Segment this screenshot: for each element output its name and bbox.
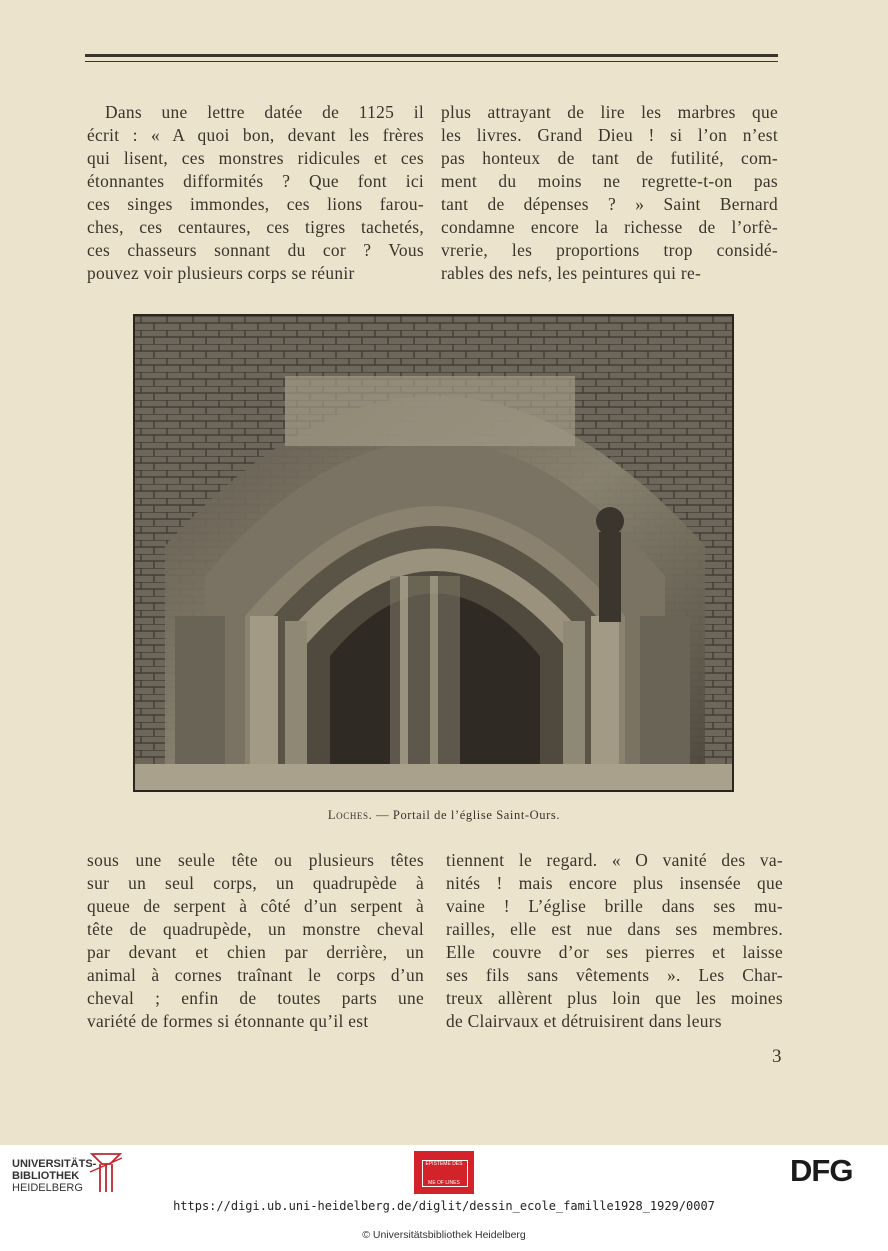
text-line: Elle couvre d’or ses pierres et laisse bbox=[446, 942, 783, 962]
text-line: ches, ces centaures, ces tigres tachetés, bbox=[87, 217, 424, 237]
text-line: sur un seul corps, un quadrupède à bbox=[87, 873, 424, 893]
text-line: animal à cornes traînant le corps d’un bbox=[87, 965, 424, 985]
library-name-line1: UNIVERSITÄTS- bbox=[12, 1158, 97, 1170]
text-line: treux allèrent plus loin que les moines bbox=[446, 988, 783, 1008]
text-line: ces chasseurs sonnant du cor ? Vous bbox=[87, 240, 424, 260]
text-line: condamne encore la richesse de l’orfè- bbox=[441, 217, 778, 237]
text-line: pas honteux de tant de futilité, com- bbox=[441, 148, 778, 168]
text-line: par devant et chien par derrière, un bbox=[87, 942, 424, 962]
text-line: variété de formes si étonnante qu’il est bbox=[87, 1011, 369, 1031]
text-line: tiennent le regard. « O vanité des va- bbox=[446, 850, 783, 870]
text-line: rables des nefs, les peintures qui re- bbox=[441, 263, 702, 283]
text-line: tête de quadrupède, un monstre cheval bbox=[87, 919, 424, 939]
copyright-notice: © Universitätsbibliothek Heidelberg bbox=[362, 1229, 526, 1241]
caption-text: — Portail de l’église Saint-Ours. bbox=[372, 808, 561, 822]
text-line: plus attrayant de lire les marbres que bbox=[441, 102, 778, 122]
text-line: étonnantes difformités ? Que font ici bbox=[87, 171, 424, 191]
text-column-top-right bbox=[441, 101, 778, 285]
dfg-logo[interactable]: DFG bbox=[790, 1153, 853, 1188]
text-line: nités ! mais encore plus insensée que bbox=[446, 873, 783, 893]
header-rule-thin bbox=[85, 61, 778, 62]
text-line: cheval ; enfin de toutes parts une bbox=[87, 988, 424, 1008]
text-line: queue de serpent à côté d’un serpent à bbox=[87, 896, 424, 916]
church-portal-photo bbox=[133, 314, 734, 792]
project-logo-bottom-text: ME OF LINES bbox=[428, 1180, 460, 1186]
project-logo-top-text: EPISTEME DES bbox=[425, 1161, 463, 1167]
library-name-line2: BIBLIOTHEK bbox=[12, 1170, 80, 1182]
portal-illustration bbox=[135, 316, 732, 790]
text-column-bottom-right bbox=[446, 849, 783, 1033]
text-line: Dans une lettre datée de 1125 il bbox=[105, 102, 424, 122]
library-name-line3: HEIDELBERG bbox=[12, 1182, 83, 1194]
university-library-logo-icon bbox=[88, 1148, 124, 1196]
text-line: ses fils sans vêtements ». Les Char- bbox=[446, 965, 783, 985]
text-line: railles, elle est nue dans ses membres. bbox=[446, 919, 783, 939]
text-line: ment du moins ne regrette-t-on pas bbox=[441, 171, 778, 191]
text-line: vrerie, les proportions trop considé- bbox=[441, 240, 778, 260]
text-line: les livres. Grand Dieu ! si l’on n’est bbox=[441, 125, 778, 145]
text-column-bottom-left bbox=[87, 849, 424, 1033]
photo-caption bbox=[0, 808, 888, 823]
permalink-url[interactable]: https://digi.ub.uni-heidelberg.de/diglit/dessin_ecole_famille1928_1929/0007 bbox=[173, 1199, 715, 1213]
text-line: pouvez voir plusieurs corps se réunir bbox=[87, 263, 355, 283]
page-number: 3 bbox=[772, 1046, 782, 1067]
text-line: qui lisent, ces monstres ridicules et ces bbox=[87, 148, 424, 168]
text-line: ces singes immondes, ces lions farou- bbox=[87, 194, 424, 214]
text-line: sous une seule tête ou plusieurs têtes bbox=[87, 850, 424, 870]
header-rule-thick bbox=[85, 54, 778, 57]
viewer-footer bbox=[0, 1145, 888, 1251]
project-logo[interactable] bbox=[414, 1151, 474, 1194]
text-column-top-left bbox=[87, 101, 424, 285]
caption-place: Loches. bbox=[327, 808, 373, 822]
text-line: vaine ! L’église brille dans ses mu- bbox=[446, 896, 783, 916]
text-line: écrit : « A quoi bon, devant les frères bbox=[87, 125, 424, 145]
text-line: tant de dépenses ? » Saint Bernard bbox=[441, 194, 778, 214]
text-line: de Clairvaux et détruisirent dans leurs bbox=[446, 1011, 722, 1031]
library-name bbox=[12, 1158, 96, 1194]
